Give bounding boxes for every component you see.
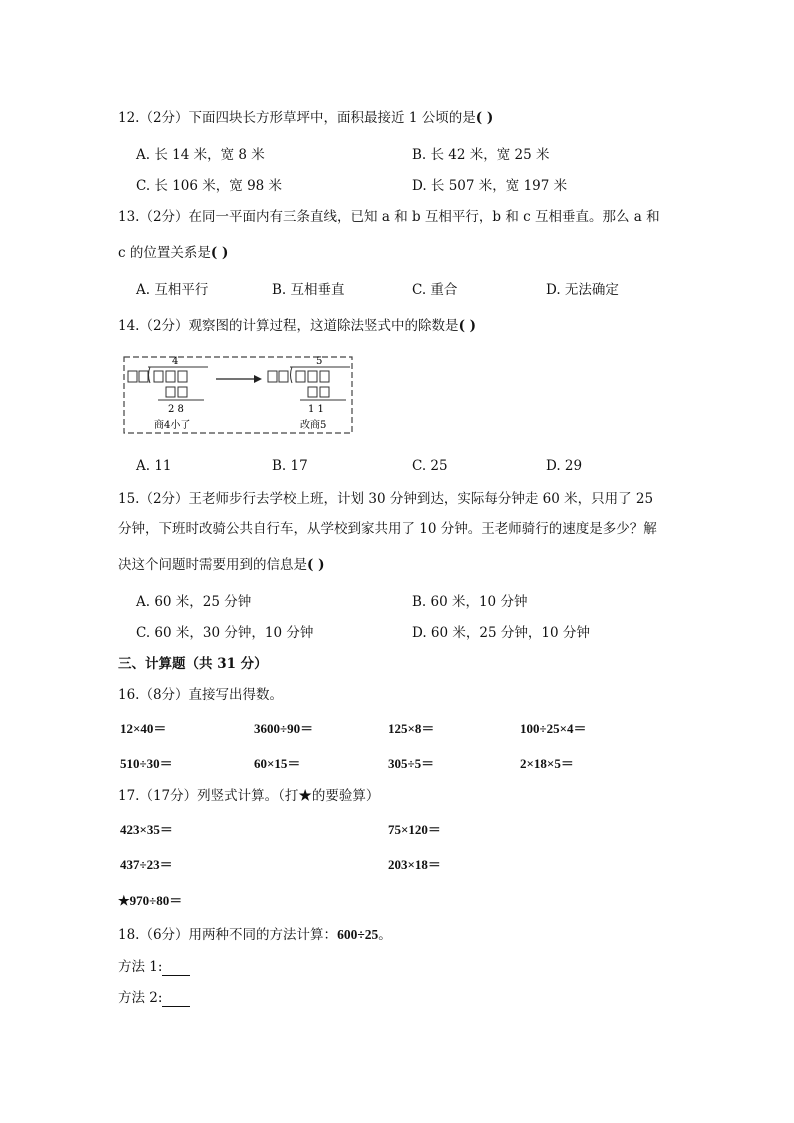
right-divisor-box1 bbox=[268, 371, 277, 382]
right-product-box1 bbox=[308, 387, 317, 397]
section-3-title: 三、计算题（共 31 分） bbox=[118, 656, 268, 672]
left-divisor-box2 bbox=[139, 371, 148, 382]
q18-method2 bbox=[118, 989, 190, 1007]
q16-expr: 100÷25×4＝ bbox=[520, 721, 587, 736]
q17-expr: 75×120＝ bbox=[388, 822, 441, 837]
q16-expr: 3600÷90＝ bbox=[254, 721, 314, 736]
q13-answer-paren[interactable]: ( ) bbox=[210, 245, 229, 261]
right-bracket bbox=[291, 367, 293, 383]
left-divisor-box1 bbox=[128, 371, 137, 382]
q15-stem-line1: 15.（2分）王老师步行去学校上班，计划 30 分钟到达，实际每分钟走 60 米，只用了 25 bbox=[118, 491, 654, 507]
left-dividend-box2 bbox=[166, 371, 175, 382]
q16-expr: 125×8＝ bbox=[388, 721, 435, 736]
right-product-box2 bbox=[320, 387, 329, 397]
q18-stem bbox=[118, 926, 392, 944]
q17-expr-verify: ★970÷80＝ bbox=[118, 893, 183, 908]
right-remainder: 1 1 bbox=[308, 404, 324, 415]
q14-option-b[interactable]: B. 17 bbox=[272, 458, 308, 474]
left-product-box1 bbox=[166, 387, 175, 397]
q17-stem: 17.（17分）列竖式计算。（打★的要验算） bbox=[118, 788, 380, 804]
q12-option-a[interactable]: A. 长 14 米，宽 8 米 bbox=[136, 147, 265, 163]
q15-stem-line2: 分钟，下班时改骑公共自行车，从学校到家共用了 10 分钟。王老师骑行的速度是多少？解 bbox=[118, 521, 657, 537]
left-quotient: 4 bbox=[172, 356, 179, 367]
q14-option-c[interactable]: C. 25 bbox=[412, 458, 448, 474]
q14-option-d[interactable]: D. 29 bbox=[546, 458, 583, 474]
right-caption: 改商5 bbox=[300, 420, 327, 431]
q16-stem: 16.（8分）直接写出得数。 bbox=[118, 687, 284, 703]
q14-stem-text: 14.（2分）观察图的计算过程，这道除法竖式中的除数是 bbox=[118, 318, 459, 334]
q18-method2-blank[interactable] bbox=[162, 992, 190, 1007]
right-divisor-box2 bbox=[279, 371, 288, 382]
q15-option-c[interactable]: C. 60 米，30 分钟，10 分钟 bbox=[136, 625, 314, 641]
q16-expr: 2×18×5＝ bbox=[520, 756, 574, 771]
q18-method2-label: 方法 2: bbox=[118, 990, 163, 1006]
q12-option-c[interactable]: C. 长 106 米，宽 98 米 bbox=[136, 178, 283, 194]
arrow-icon bbox=[254, 375, 262, 383]
right-dividend-box2 bbox=[308, 371, 317, 382]
q18-stem-suffix: 。 bbox=[378, 927, 392, 943]
q16-expr: 12×40＝ bbox=[120, 721, 167, 736]
q13-stem-text: c 的位置关系是 bbox=[118, 245, 211, 261]
left-dividend-box3 bbox=[178, 371, 187, 382]
q15-stem-text: 决这个问题时需要用到的信息是 bbox=[118, 557, 307, 573]
q15-stem-line3 bbox=[118, 556, 324, 574]
left-dividend-box1 bbox=[154, 371, 163, 382]
q18-method1-label: 方法 1: bbox=[118, 959, 163, 975]
q13-option-b[interactable]: B. 互相垂直 bbox=[272, 282, 345, 298]
q13-stem-line1: 13.（2分）在同一平面内有三条直线，已知 a 和 b 互相平行，b 和 c 互相垂直。那么 a 和 bbox=[118, 209, 660, 225]
right-dividend-box1 bbox=[296, 371, 305, 382]
q16-expr: 305÷5＝ bbox=[388, 756, 435, 771]
q16-expr: 60×15＝ bbox=[254, 756, 301, 771]
division-figure bbox=[120, 353, 356, 437]
right-dividend-box3 bbox=[320, 371, 329, 382]
q15-option-b[interactable]: B. 60 米，10 分钟 bbox=[412, 594, 528, 610]
q12-stem-text: 12.（2分）下面四块长方形草坪中，面积最接近 1 公顷的是 bbox=[118, 110, 476, 126]
q12-stem bbox=[118, 109, 493, 127]
q12-option-d[interactable]: D. 长 507 米，宽 197 米 bbox=[412, 178, 568, 194]
q13-option-c[interactable]: C. 重合 bbox=[412, 282, 458, 298]
q13-stem-line2 bbox=[118, 244, 228, 262]
left-bracket bbox=[149, 367, 151, 383]
q17-expr: 437÷23＝ bbox=[120, 857, 173, 872]
q13-option-a[interactable]: A. 互相平行 bbox=[136, 282, 209, 298]
q15-option-a[interactable]: A. 60 米，25 分钟 bbox=[136, 594, 252, 610]
q16-expr: 510÷30＝ bbox=[120, 756, 173, 771]
q15-option-d[interactable]: D. 60 米，25 分钟，10 分钟 bbox=[412, 625, 590, 641]
left-remainder: 2 8 bbox=[168, 404, 184, 415]
left-caption: 商4小了 bbox=[154, 420, 191, 431]
q13-option-d[interactable]: D. 无法确定 bbox=[546, 282, 619, 298]
q14-answer-paren[interactable]: ( ) bbox=[458, 318, 477, 334]
q15-answer-paren[interactable]: ( ) bbox=[307, 557, 325, 573]
q12-option-b[interactable]: B. 长 42 米，宽 25 米 bbox=[412, 147, 550, 163]
q14-stem bbox=[118, 317, 476, 335]
q18-method1-blank[interactable] bbox=[162, 961, 190, 976]
q18-stem-prefix: 18.（6分）用两种不同的方法计算： bbox=[118, 927, 338, 943]
q14-option-a[interactable]: A. 11 bbox=[136, 458, 172, 474]
right-quotient: 5 bbox=[316, 356, 323, 367]
q17-expr: 423×35＝ bbox=[120, 822, 173, 837]
q18-method1 bbox=[118, 958, 190, 976]
q12-answer-paren[interactable]: ( ) bbox=[475, 110, 494, 126]
left-product-box2 bbox=[178, 387, 187, 397]
q17-expr: 203×18＝ bbox=[388, 857, 441, 872]
q18-expr: 600÷25 bbox=[337, 927, 379, 942]
